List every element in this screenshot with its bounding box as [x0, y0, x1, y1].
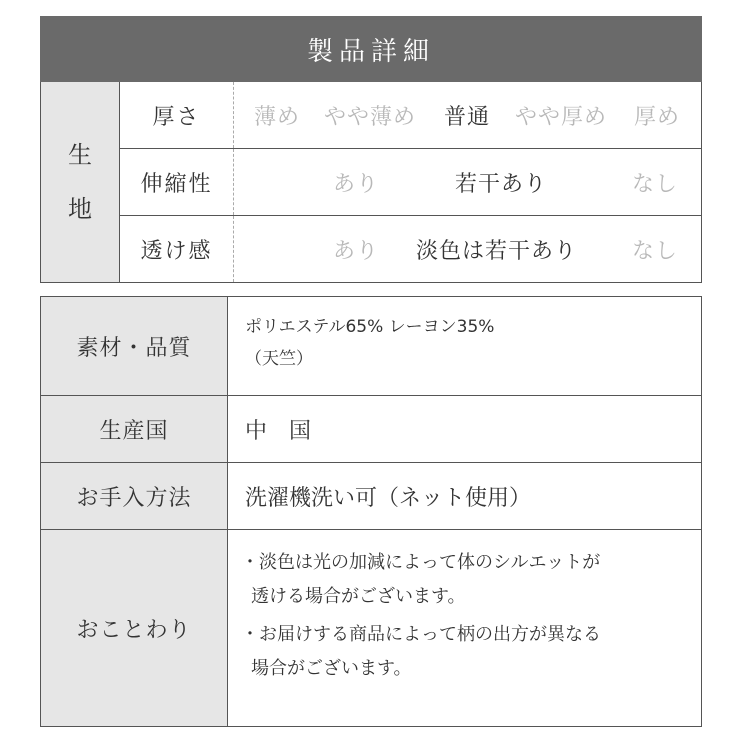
care-label: お手入方法: [41, 463, 228, 529]
sheerness-option-slight-light-colors: 淡色は若干あり: [416, 238, 578, 264]
material-row: [41, 297, 701, 396]
notice-row: [41, 530, 701, 726]
fabric-table: [40, 82, 702, 283]
fabric-category-char-2: 地: [68, 195, 92, 223]
sheerness-row: [120, 216, 702, 282]
thickness-option-normal: 普通: [444, 104, 491, 130]
notice-item-1-line-2: 透ける場合がございます。: [251, 586, 466, 607]
sheerness-option-no: なし: [632, 238, 679, 264]
care-row: [41, 463, 701, 530]
material-fabric-type: （天竺）: [245, 349, 313, 369]
notice-label: おことわり: [41, 530, 228, 726]
page-title: 製品詳細: [40, 16, 702, 82]
material-label: 素材・品質: [41, 297, 228, 395]
material-composition: ポリエステル65% レーヨン35%: [245, 317, 495, 337]
row-divider: [233, 216, 234, 282]
origin-value: 中 国: [245, 418, 312, 444]
notice-item-2-line-1: ・お届けする商品によって柄の出方が異なる: [241, 624, 601, 645]
stretch-label: 伸縮性: [140, 171, 213, 197]
origin-row: [41, 396, 701, 463]
stretch-row: [120, 149, 702, 216]
thickness-option-thick: 厚め: [634, 104, 681, 130]
thickness-option-thin: 薄め: [254, 104, 301, 130]
stretch-option-no: なし: [632, 171, 679, 197]
thickness-option-slightly-thin: やや薄め: [324, 104, 417, 130]
row-divider: [233, 149, 234, 215]
origin-label: 生産国: [41, 396, 228, 462]
care-value: 洗濯機洗い可（ネット使用）: [245, 485, 532, 511]
notice-item-2-line-2: 場合がございます。: [251, 658, 412, 679]
material-value: [245, 311, 494, 375]
thickness-row: [120, 82, 702, 149]
thickness-label: 厚さ: [152, 104, 201, 130]
row-divider: [233, 82, 234, 148]
notice-value: [241, 546, 601, 686]
fabric-category-cell: [41, 82, 120, 282]
details-table: [40, 296, 702, 727]
fabric-category-char-1: 生: [68, 141, 92, 169]
stretch-option-slight: 若干あり: [455, 171, 548, 197]
notice-item-1-line-1: ・淡色は光の加減によって体のシルエットが: [241, 552, 601, 573]
thickness-option-slightly-thick: やや厚め: [515, 104, 608, 130]
sheerness-label: 透け感: [140, 238, 213, 264]
sheerness-option-yes: あり: [333, 238, 380, 264]
stretch-option-yes: あり: [333, 171, 380, 197]
